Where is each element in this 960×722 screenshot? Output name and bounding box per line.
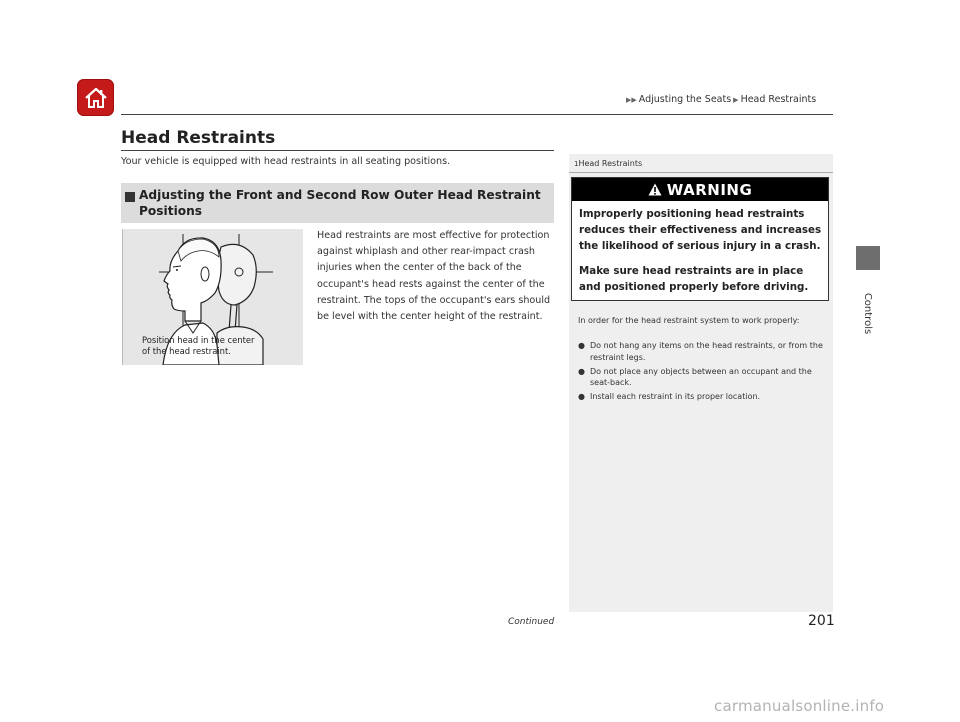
section-square-icon [125,192,135,202]
list-item: ● Do not place any objects between an occupant and the seat-back. [578,366,812,387]
page-number: 201 [808,613,835,629]
warning-header [572,178,828,201]
title-divider [121,150,554,151]
body-paragraph: Head restraints are most effective for protection against whiplash and other rear-impact crash injuries when the center of the back of the occupant's head rests against the center of the restraint. The tops of the occupant's ears should be level with the center height of the restraint. [317,230,551,323]
home-button[interactable] [77,79,114,116]
watermark-text: carmanualsonline.info [714,697,885,715]
sidebar-note-list [578,340,828,405]
breadcrumb-arrow-icon: ▶ [733,96,739,104]
warning-text-2: Make sure head restraints are in place and positioned properly before driving. [579,265,809,293]
warning-text-1: Improperly positioning head restraints reduces their effectiveness and increases the likelihood of serious injury in a crash. [579,208,822,252]
sidebar-note-text: In order for the head restraint system to work properly: [578,316,800,325]
list-item: ● Install each restraint in its proper location. [578,392,761,401]
breadcrumb-item-adjusting-seats[interactable]: Adjusting the Seats [638,94,732,105]
chapter-tab-label[interactable]: Controls [862,292,874,334]
breadcrumb-arrow-icon: ▶▶ [626,96,637,104]
warning-triangle-icon [648,183,662,196]
home-icon [83,85,109,111]
sidebar-note-panel [569,154,833,612]
header-divider [121,114,833,115]
warning-box [571,177,829,301]
section-heading: Adjusting the Front and Second Row Outer Head Restraint Positions [139,188,541,218]
continued-label: Continued [508,617,555,627]
breadcrumb [624,94,816,105]
list-item: ● Do not hang any items on the head restraints, or from the restraint legs. [578,341,823,362]
sidebar-note-title: 1Head Restraints [574,159,643,168]
warning-label: WARNING [666,180,753,199]
sidebar-note-divider [569,172,833,173]
section-heading-bar [121,183,554,223]
page-title: Head Restraints [121,128,276,148]
figure-caption: Position head in the center of the head restraint. [142,335,255,356]
intro-text: Your vehicle is equipped with head restraints in all seating positions. [121,156,451,167]
chapter-tab-marker [856,246,880,270]
breadcrumb-item-head-restraints[interactable]: Head Restraints [740,94,817,105]
head-position-illustration [122,229,303,365]
